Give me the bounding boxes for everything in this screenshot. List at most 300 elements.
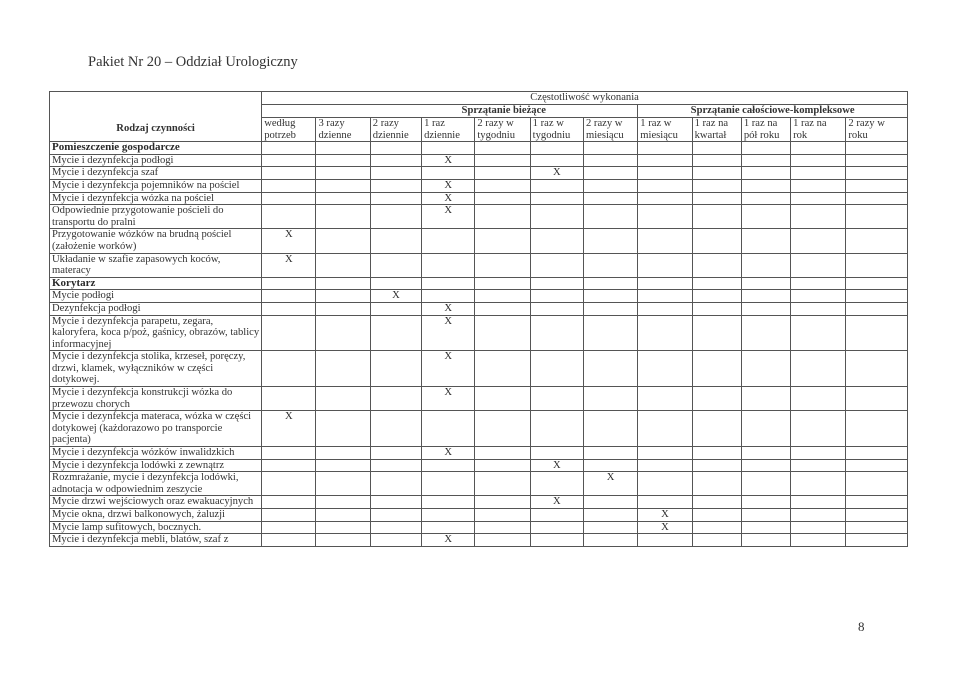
frequency-mark: X: [422, 179, 475, 192]
empty-cell: [846, 142, 908, 155]
empty-cell: [530, 534, 583, 547]
empty-cell: [846, 387, 908, 411]
empty-cell: [530, 411, 583, 447]
empty-cell: [316, 496, 370, 509]
table-row: [50, 253, 908, 277]
empty-cell: [370, 351, 421, 387]
empty-cell: [316, 229, 370, 253]
empty-cell: [530, 302, 583, 315]
empty-cell: [741, 302, 790, 315]
table-row: [50, 521, 908, 534]
frequency-column-header: [475, 118, 530, 142]
empty-cell: [475, 521, 530, 534]
empty-cell: [583, 387, 637, 411]
activity-label: Mycie i dezynfekcja wózka na pościel: [50, 192, 262, 205]
empty-cell: [316, 509, 370, 522]
empty-cell: [370, 179, 421, 192]
frequency-column-header: [370, 118, 421, 142]
empty-cell: [791, 302, 846, 315]
empty-cell: [422, 167, 475, 180]
empty-cell: [692, 534, 741, 547]
empty-cell: [583, 459, 637, 472]
section-row: [50, 277, 908, 290]
empty-cell: [692, 472, 741, 496]
empty-cell: [422, 290, 475, 303]
empty-cell: [741, 277, 790, 290]
empty-cell: [846, 447, 908, 460]
empty-cell: [846, 472, 908, 496]
frequency-column-header: [791, 118, 846, 142]
table-row: [50, 229, 908, 253]
empty-cell: [692, 205, 741, 229]
activity-label: Mycie i dezynfekcja pojemników na pościel: [50, 179, 262, 192]
empty-cell: [846, 411, 908, 447]
activity-label: Mycie i dezynfekcja szaf: [50, 167, 262, 180]
empty-cell: [475, 534, 530, 547]
empty-cell: [475, 154, 530, 167]
empty-cell: [638, 387, 692, 411]
complex-cleaning-header: Sprzątanie całościowe-kompleksowe: [638, 105, 908, 118]
frequency-line-1: 2 razy w: [848, 118, 885, 129]
empty-cell: [583, 290, 637, 303]
empty-cell: [791, 496, 846, 509]
empty-cell: [262, 179, 316, 192]
empty-cell: [791, 411, 846, 447]
activity-label: Mycie i dezynfekcja lodówki z zewnątrz: [50, 459, 262, 472]
table-row: [50, 179, 908, 192]
frequency-mark: X: [262, 411, 316, 447]
empty-cell: [316, 192, 370, 205]
table-row: [50, 459, 908, 472]
empty-cell: [316, 205, 370, 229]
table-row: [50, 509, 908, 522]
empty-cell: [583, 496, 637, 509]
empty-cell: [370, 167, 421, 180]
activity-label: Mycie podłogi: [50, 290, 262, 303]
empty-cell: [638, 302, 692, 315]
empty-cell: [530, 472, 583, 496]
empty-cell: [370, 315, 421, 351]
table-row: [50, 302, 908, 315]
empty-cell: [583, 302, 637, 315]
empty-cell: [262, 447, 316, 460]
empty-cell: [791, 229, 846, 253]
empty-cell: [791, 142, 846, 155]
frequency-mark: X: [370, 290, 421, 303]
empty-cell: [741, 411, 790, 447]
table-row: [50, 192, 908, 205]
table-row: [50, 534, 908, 547]
empty-cell: [638, 192, 692, 205]
table-row: [50, 315, 908, 351]
cleaning-schedule-table: [49, 91, 908, 547]
empty-cell: [530, 447, 583, 460]
frequency-column-header: [692, 118, 741, 142]
empty-cell: [741, 459, 790, 472]
empty-cell: [530, 179, 583, 192]
section-row: [50, 142, 908, 155]
frequency-mark: X: [422, 447, 475, 460]
empty-cell: [741, 472, 790, 496]
frequency-line-1: 2 razy w: [477, 118, 514, 129]
empty-cell: [583, 179, 637, 192]
activity-label: Mycie i dezynfekcja konstrukcji wózka do przewozu chorych: [50, 387, 262, 411]
empty-cell: [638, 496, 692, 509]
section-label: Korytarz: [50, 277, 262, 290]
empty-cell: [638, 411, 692, 447]
table-row: [50, 496, 908, 509]
empty-cell: [583, 205, 637, 229]
empty-cell: [741, 496, 790, 509]
empty-cell: [530, 205, 583, 229]
frequency-line-2: dziennie: [372, 129, 409, 141]
empty-cell: [316, 351, 370, 387]
frequency-mark: X: [422, 387, 475, 411]
empty-cell: [741, 179, 790, 192]
table-row: [50, 387, 908, 411]
frequency-mark: X: [422, 534, 475, 547]
empty-cell: [530, 387, 583, 411]
empty-cell: [692, 253, 741, 277]
empty-cell: [475, 447, 530, 460]
empty-cell: [530, 154, 583, 167]
empty-cell: [262, 521, 316, 534]
empty-cell: [370, 534, 421, 547]
table-row: [50, 154, 908, 167]
empty-cell: [791, 253, 846, 277]
empty-cell: [741, 315, 790, 351]
empty-cell: [475, 192, 530, 205]
empty-cell: [316, 179, 370, 192]
frequency-column-header: [316, 118, 370, 142]
empty-cell: [846, 192, 908, 205]
empty-cell: [262, 351, 316, 387]
empty-cell: [316, 411, 370, 447]
empty-cell: [316, 277, 370, 290]
empty-cell: [530, 509, 583, 522]
empty-cell: [422, 411, 475, 447]
empty-cell: [692, 387, 741, 411]
empty-cell: [638, 351, 692, 387]
frequency-column-header: [583, 118, 637, 142]
empty-cell: [262, 142, 316, 155]
empty-cell: [791, 205, 846, 229]
empty-cell: [846, 315, 908, 351]
frequency-mark: X: [422, 315, 475, 351]
empty-cell: [692, 302, 741, 315]
empty-cell: [370, 387, 421, 411]
empty-cell: [422, 496, 475, 509]
frequency-column-header: [262, 118, 316, 142]
empty-cell: [791, 459, 846, 472]
empty-cell: [791, 315, 846, 351]
empty-cell: [638, 459, 692, 472]
empty-cell: [370, 509, 421, 522]
empty-cell: [583, 192, 637, 205]
empty-cell: [741, 192, 790, 205]
empty-cell: [692, 192, 741, 205]
empty-cell: [583, 315, 637, 351]
empty-cell: [262, 302, 316, 315]
current-cleaning-header: Sprzątanie bieżące: [370, 105, 637, 118]
empty-cell: [262, 154, 316, 167]
frequency-line-1: 1 raz na: [743, 118, 778, 129]
empty-cell: [741, 154, 790, 167]
empty-cell: [692, 411, 741, 447]
empty-cell: [583, 534, 637, 547]
empty-cell: [846, 302, 908, 315]
empty-cell: [262, 290, 316, 303]
empty-cell: [316, 315, 370, 351]
empty-cell: [370, 253, 421, 277]
empty-cell: [422, 253, 475, 277]
empty-cell: [846, 154, 908, 167]
empty-cell: [262, 192, 316, 205]
empty-cell: [262, 509, 316, 522]
frequency-line-2: kwartał: [694, 129, 727, 141]
empty-cell: [316, 302, 370, 315]
empty-cell: [846, 496, 908, 509]
activity-label: Mycie drzwi wejściowych oraz ewakuacyjnych: [50, 496, 262, 509]
table-row: [50, 290, 908, 303]
empty-cell: [638, 277, 692, 290]
empty-cell: [583, 351, 637, 387]
empty-cell: [791, 192, 846, 205]
empty-cell: [692, 509, 741, 522]
empty-cell: [475, 509, 530, 522]
empty-cell: [316, 447, 370, 460]
frequency-column-header: [846, 118, 908, 142]
table-row: [50, 411, 908, 447]
empty-cell: [692, 229, 741, 253]
empty-cell: [791, 154, 846, 167]
table-row: [50, 205, 908, 229]
frequency-mark: X: [530, 167, 583, 180]
empty-cell: [638, 142, 692, 155]
empty-cell: [741, 509, 790, 522]
empty-cell: [370, 229, 421, 253]
empty-cell: [741, 167, 790, 180]
empty-cell: [741, 447, 790, 460]
empty-cell: [791, 521, 846, 534]
frequency-line-1: 2 razy w: [585, 118, 623, 129]
activity-label: Mycie i dezynfekcja parapetu, zegara, kaloryfera, koca p/poż, gaśnicy, obrazów, tablicy informacyjnej: [50, 315, 262, 351]
empty-cell: [262, 277, 316, 290]
empty-cell: [791, 534, 846, 547]
activity-label: Mycie i dezynfekcja stolika, krzeseł, poręczy, drzwi, klamek, wyłączników w części dotykowej.: [50, 351, 262, 387]
activity-label: Mycie i dezynfekcja mebli, blatów, szaf z: [50, 534, 262, 547]
empty-cell: [370, 142, 421, 155]
empty-cell: [791, 351, 846, 387]
table-row: [50, 167, 908, 180]
empty-cell: [475, 387, 530, 411]
frequency-mark: X: [530, 496, 583, 509]
frequency-line-1: 1 raz na: [694, 118, 729, 129]
empty-cell: [262, 167, 316, 180]
frequency-mark: X: [422, 154, 475, 167]
frequency-line-2: dzienne: [318, 129, 352, 141]
empty-cell: [692, 521, 741, 534]
empty-cell: [638, 315, 692, 351]
frequency-line-2: pół roku: [743, 129, 780, 141]
empty-cell: [475, 142, 530, 155]
empty-cell: [692, 351, 741, 387]
empty-cell: [370, 472, 421, 496]
empty-cell: [791, 447, 846, 460]
empty-cell: [692, 167, 741, 180]
frequency-header: Częstotliwość wykonania: [262, 92, 908, 105]
empty-cell: [370, 496, 421, 509]
frequency-mark: X: [638, 509, 692, 522]
empty-cell: [475, 351, 530, 387]
empty-cell: [370, 521, 421, 534]
empty-cell: [422, 459, 475, 472]
empty-cell: [530, 142, 583, 155]
empty-cell: [692, 154, 741, 167]
empty-cell: [638, 534, 692, 547]
empty-cell: [370, 302, 421, 315]
page-number: 8: [858, 619, 865, 634]
empty-cell: [741, 229, 790, 253]
empty-cell: [583, 521, 637, 534]
empty-cell: [475, 290, 530, 303]
table-row: [50, 472, 908, 496]
empty-cell: [638, 229, 692, 253]
empty-cell: [741, 142, 790, 155]
empty-cell: [791, 179, 846, 192]
empty-cell: [638, 167, 692, 180]
empty-cell: [530, 277, 583, 290]
frequency-line-1: 2 razy: [372, 118, 399, 129]
empty-cell: [475, 315, 530, 351]
empty-cell: [475, 229, 530, 253]
empty-cell: [583, 253, 637, 277]
empty-cell: [692, 496, 741, 509]
empty-cell: [583, 509, 637, 522]
empty-cell: [422, 229, 475, 253]
empty-cell: [692, 315, 741, 351]
empty-cell: [475, 205, 530, 229]
empty-cell: [583, 277, 637, 290]
frequency-line-1: 1 raz w: [532, 118, 564, 129]
empty-cell: [638, 154, 692, 167]
empty-cell: [475, 496, 530, 509]
empty-cell: [475, 253, 530, 277]
frequency-mark: X: [422, 351, 475, 387]
frequency-column-header: [638, 118, 692, 142]
empty-cell: [741, 387, 790, 411]
empty-cell: [316, 459, 370, 472]
empty-cell: [316, 154, 370, 167]
activity-label: Odpowiednie przygotowanie pościeli do transportu do pralni: [50, 205, 262, 229]
empty-cell: [583, 154, 637, 167]
frequency-line-2: miesiącu: [640, 129, 678, 141]
empty-cell: [846, 277, 908, 290]
empty-cell: [422, 472, 475, 496]
activity-label: Przygotowanie wózków na brudną pościel (założenie worków): [50, 229, 262, 253]
activity-label: Mycie okna, drzwi balkonowych, żaluzji: [50, 509, 262, 522]
empty-cell: [262, 205, 316, 229]
empty-cell: [316, 253, 370, 277]
frequency-column-header: [741, 118, 790, 142]
frequency-line-1: według: [264, 118, 296, 129]
empty-cell: [262, 534, 316, 547]
empty-cell: [262, 387, 316, 411]
frequency-mark: X: [583, 472, 637, 496]
frequency-line-2: dziennie: [424, 129, 460, 141]
empty-cell: [692, 142, 741, 155]
activity-type-header: Rodzaj czynności: [50, 92, 262, 142]
activity-label: Mycie lamp sufitowych, bocznych.: [50, 521, 262, 534]
frequency-line-2: tygodniu: [477, 129, 516, 141]
empty-cell: [370, 277, 421, 290]
empty-cell: [422, 521, 475, 534]
empty-cell: [370, 192, 421, 205]
empty-cell: [638, 447, 692, 460]
empty-cell: [638, 205, 692, 229]
frequency-line-2: miesiącu: [585, 129, 624, 141]
empty-cell: [530, 351, 583, 387]
empty-cell: [846, 179, 908, 192]
frequency-mark: X: [262, 229, 316, 253]
empty-cell: [316, 167, 370, 180]
empty-cell: [475, 277, 530, 290]
empty-cell: [791, 387, 846, 411]
empty-cell: [791, 509, 846, 522]
empty-cell: [475, 167, 530, 180]
empty-cell: [846, 534, 908, 547]
empty-cell: [846, 205, 908, 229]
frequency-line-2: rok: [793, 129, 808, 141]
frequency-column-header: [530, 118, 583, 142]
frequency-mark: X: [422, 192, 475, 205]
empty-cell: [370, 411, 421, 447]
empty-cell: [846, 459, 908, 472]
empty-cell: [638, 179, 692, 192]
activity-label: Układanie w szafie zapasowych koców, materacy: [50, 253, 262, 277]
empty-cell: [846, 521, 908, 534]
activity-label: Rozmrażanie, mycie i dezynfekcja lodówki, adnotacja w odpowiednim zeszycie: [50, 472, 262, 496]
empty-cell: [530, 253, 583, 277]
empty-cell: [583, 229, 637, 253]
frequency-column-header: [422, 118, 475, 142]
empty-cell: [370, 447, 421, 460]
frequency-line-2: tygodniu: [532, 129, 571, 141]
empty-cell: [741, 205, 790, 229]
empty-cell: [475, 411, 530, 447]
empty-cell: [692, 277, 741, 290]
empty-cell: [692, 290, 741, 303]
empty-cell: [583, 167, 637, 180]
empty-cell: [846, 253, 908, 277]
frequency-line-2: potrzeb: [264, 129, 296, 141]
empty-cell: [846, 509, 908, 522]
frequency-mark: X: [422, 205, 475, 229]
empty-cell: [741, 290, 790, 303]
empty-cell: [475, 459, 530, 472]
empty-cell: [692, 179, 741, 192]
frequency-line-1: 1 raz: [424, 118, 445, 129]
empty-cell: [475, 302, 530, 315]
empty-cell: [583, 447, 637, 460]
empty-cell: [530, 521, 583, 534]
empty-cell: [583, 142, 637, 155]
frequency-line-1: 3 razy: [318, 118, 345, 129]
empty-cell: [262, 459, 316, 472]
empty-cell: [692, 447, 741, 460]
empty-cell: [638, 290, 692, 303]
empty-cell: [846, 167, 908, 180]
